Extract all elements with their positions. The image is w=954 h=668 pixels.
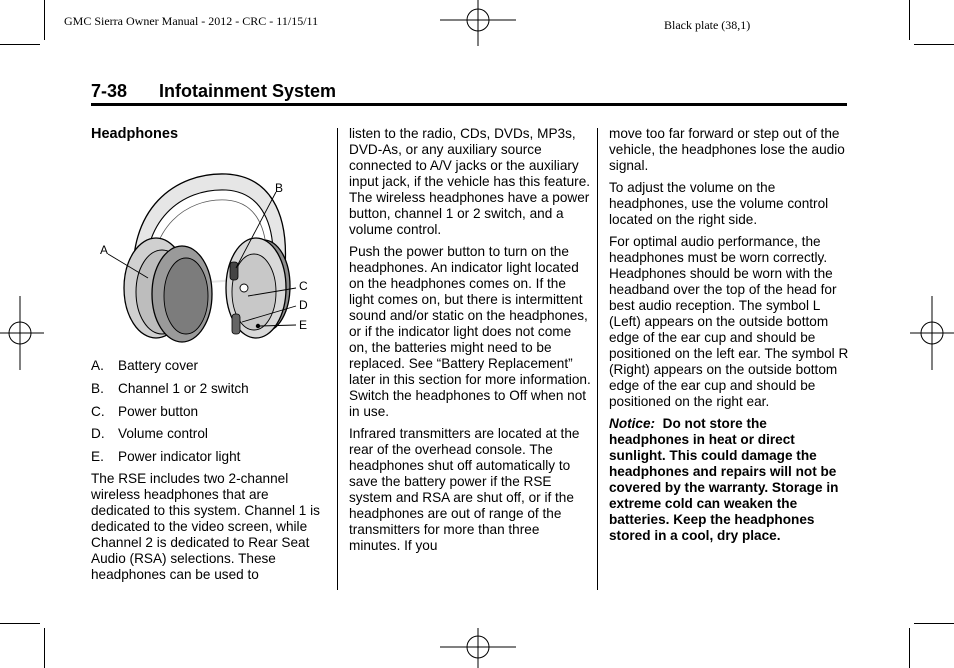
figure-label-c: C	[299, 279, 308, 293]
callout-text: Volume control	[118, 426, 208, 442]
crop-mark	[914, 623, 954, 624]
column-1	[91, 126, 326, 148]
section-header	[91, 81, 847, 106]
print-header-right: Black plate (38,1)	[664, 18, 751, 32]
crop-mark	[0, 44, 40, 45]
callout-text: Battery cover	[118, 358, 199, 373]
print-header-left: GMC Sierra Owner Manual - 2012 - CRC - 11/15/11	[64, 14, 319, 28]
paragraph: For optimal audio performance, the headphones must be worn correctly. Headphones should be worn with the headband over the top of the head for best audio reception. The symbol L (Left) appears on the outside bottom edge of the ear cup and should be positioned on the left ear. The symbol R (Right) appears on the outside bottom edge of the ear cup and should be positioned on the right ear.	[609, 234, 849, 409]
paragraph: Push the power button to turn on the headphones. An indicator light located on the headphones comes on. If the light comes on, but there is intermittent sound and/or static on the headphones, or if the indicator light does not come on, the batteries might need to be replaced. See “Battery Replacement” later in this section for more information. Switch the headphones to Off when not in use.	[349, 244, 591, 419]
list-item	[91, 381, 326, 397]
page-number: 7-38	[91, 81, 128, 101]
crop-mark	[44, 0, 45, 40]
crop-mark	[0, 623, 40, 624]
crop-mark	[44, 628, 45, 668]
callout-letter: B.	[91, 380, 104, 396]
figure-label-e: E	[299, 318, 308, 332]
headphones-heading: Headphones	[91, 126, 179, 142]
crop-mark	[909, 0, 910, 40]
registration-mark-left	[0, 296, 44, 370]
column-divider	[337, 128, 338, 590]
list-item	[91, 449, 326, 465]
figure-label-a: A	[100, 243, 109, 257]
callout-letter: C.	[91, 403, 105, 419]
registration-mark-right	[910, 296, 954, 370]
headphones-illustration	[96, 168, 316, 348]
figure-label-d: D	[299, 298, 308, 312]
callout-list	[91, 358, 326, 472]
paragraph: move too far forward or step out of the vehicle, the headphones lose the audio signal.	[609, 126, 845, 173]
callout-letter: E.	[91, 449, 104, 465]
notice-paragraph	[609, 416, 849, 544]
registration-mark-top	[440, 0, 516, 50]
registration-mark-bottom	[440, 624, 516, 668]
figure-label-b: B	[275, 181, 284, 195]
list-item	[91, 404, 326, 420]
list-item	[91, 426, 326, 442]
crop-mark	[914, 44, 954, 45]
column-3	[609, 126, 849, 550]
paragraph: listen to the radio, CDs, DVDs, MP3s, DVD-As, or any auxiliary source connected to A/V jacks or the auxiliary input jack, if the vehicle has this feature. The wireless headphones have a power button, channel 1 or 2 switch, and a volume control.	[349, 126, 591, 237]
column-2	[349, 126, 591, 560]
paragraph: To adjust the volume on the headphones, use the volume control located on the right side.	[609, 180, 829, 227]
paragraph: Infrared transmitters are located at the rear of the overhead console. The headphones shut off automatically to save the battery power if the RSE system and RSA are shut off, or if the headphones are out of range of the transmitters for more than three minutes. If you	[349, 426, 580, 553]
section-title: Infotainment System	[159, 81, 337, 101]
callout-text: Power button	[118, 403, 199, 419]
column-divider	[597, 128, 598, 590]
rse-paragraph: The RSE includes two 2-channel wireless headphones that are dedicated to this system. Channel 1 is dedicated to the video screen, while Channel 2 is dedicated to Rear Seat Audio (RSA) selections. These headphones can be used to	[91, 471, 320, 582]
callout-letter: A.	[91, 358, 104, 373]
callout-text: Channel 1 or 2 switch	[118, 380, 249, 396]
notice-text: Do not store the headphones in heat or direct sunlight. This could damage the headphones and repairs will not be covered by the warranty. Storage in extreme cold can weaken the batteries. Keep the headphones stored in a cool, dry place.	[609, 416, 839, 543]
notice-label: Notice:	[609, 416, 656, 431]
callout-text: Power indicator light	[118, 449, 241, 465]
callout-letter: D.	[91, 426, 105, 442]
list-item	[91, 358, 326, 374]
crop-mark	[909, 628, 910, 668]
